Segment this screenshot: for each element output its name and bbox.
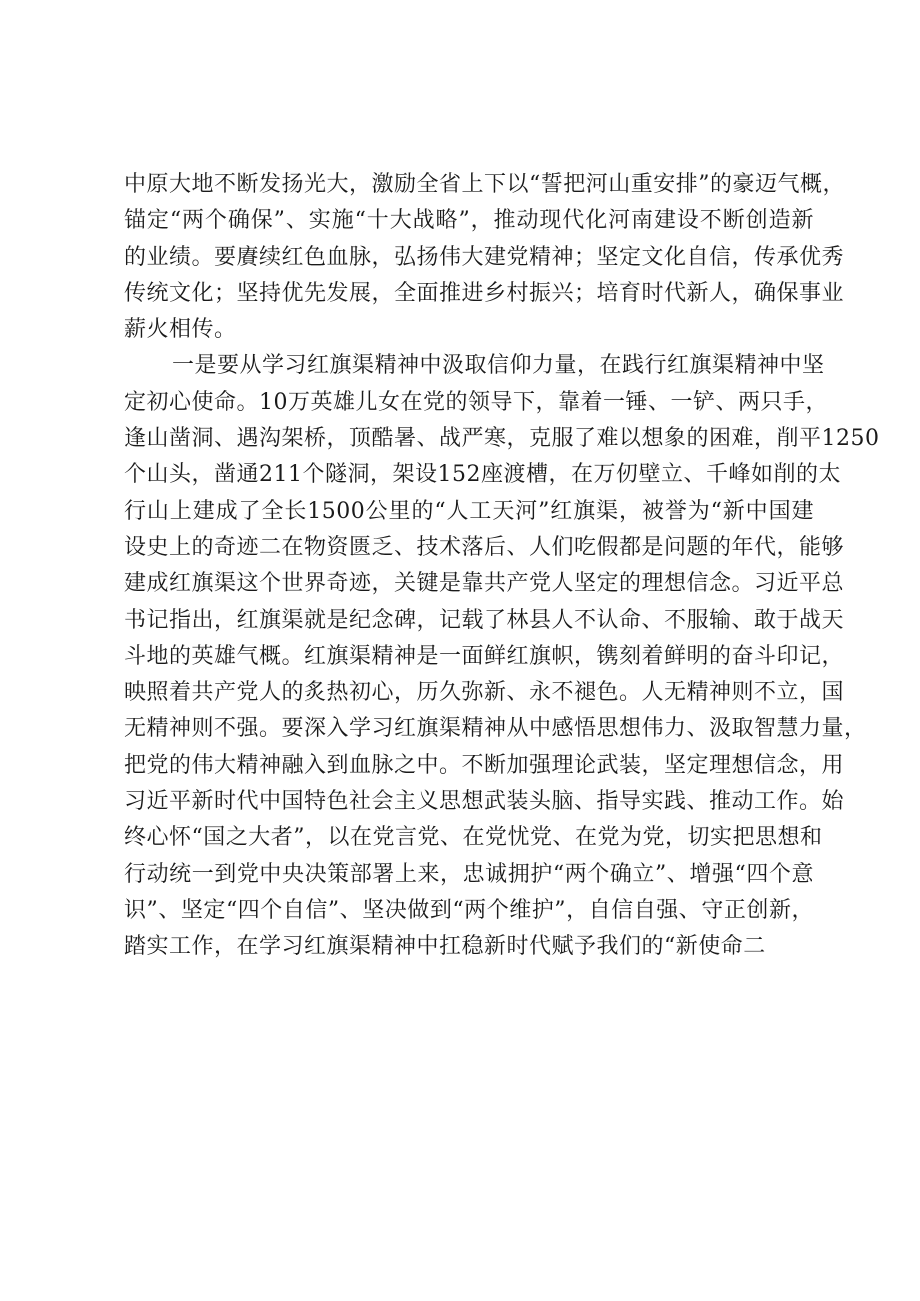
body-text	[124, 167, 880, 966]
text-line: 传统文化；坚持优先发展，全面推进乡村振兴；培育时代新人，确保事业	[124, 280, 845, 306]
paragraph-2	[124, 348, 880, 965]
text-line: 逢山凿洞、遇沟架桥，顶酷暑、战严寒，克服了难以想象的困难，削平1250	[124, 426, 880, 452]
paragraph-1	[124, 167, 845, 348]
text-line: 习近平新时代中国特色社会主义思想武装头脑、指导实践、推动工作。始	[124, 789, 845, 815]
text-line: 映照着共产党人的炙热初心，历久弥新、永不褪色。人无精神则不立，国	[124, 680, 845, 706]
text-line: 个山头，凿通211个隧洞，架设152座渡槽，在万仞壁立、千峰如削的太	[124, 462, 841, 488]
text-line: 斗地的英雄气概。红旗渠精神是一面鲜红旗帜，镌刻着鲜明的奋斗印记，	[124, 643, 845, 669]
text-line: 的业绩。要賡续红色血脉，弘扬伟大建党精神；坚定文化自信，传承优秀	[124, 244, 845, 270]
text-line: 定初心使命。10万英雄儿女在党的领导下，靠着一锤、一铲、两只手，	[124, 389, 828, 415]
text-line: 行动统一到党中央决策部署上来，忠诚拥护“两个确立”、增强“四个意	[124, 861, 814, 887]
text-line: 识”、坚定“四个自信”、坚决做到“两个维护”，自信自强、守正创新，	[124, 897, 814, 923]
text-line-indented: 一是要从学习红旗渠精神中汲取信仰力量，在践行红旗渠精神中坚	[172, 353, 825, 379]
text-line: 薪火相传。	[124, 317, 237, 343]
text-line: 建成红旗渠这个世界奇迹，关键是靠共产党人坚定的理想信念。习近平总	[124, 571, 845, 597]
text-line: 书记指出，红旗渠就是纪念碑，记载了林县人不认命、不服输、敢于战天	[124, 607, 845, 633]
text-line: 把党的伟大精神融入到血脉之中。不断加强理论武装，坚定理想信念，用	[124, 752, 845, 778]
text-line: 踏实工作，在学习红旗渠精神中扛稳新时代赋予我们的“新使命二	[124, 934, 766, 960]
text-line: 行山上建成了全长1500公里的“人工天河”红旗渠，被誉为“新中国建	[124, 498, 814, 524]
text-line: 中原大地不断发扬光大，激励全省上下以“誓把河山重安排”的豪迈气概，	[124, 172, 845, 197]
text-line: 设史上的奇迹二在物资匮乏、技术落后、人们吃假都是问题的年代，能够	[124, 534, 845, 560]
text-line: 无精神则不强。要深入学习红旗渠精神从中感悟思想伟力、汲取智慧力量，	[124, 716, 867, 742]
text-line: 终心怀“国之大者”，以在党言党、在党忧党、在党为党，切实把思想和	[124, 825, 823, 851]
text-line: 锚定“两个确保”、实施“十大战略”，推动现代化河南建设不断创造新	[124, 208, 814, 234]
